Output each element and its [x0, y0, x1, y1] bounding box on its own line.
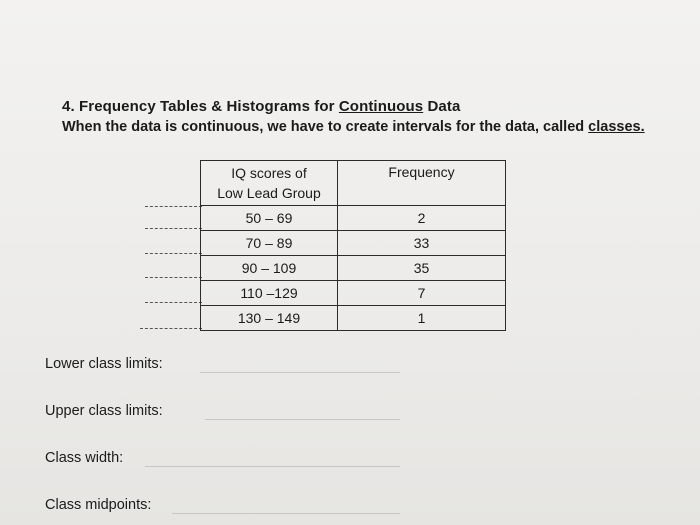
table-row: [201, 281, 506, 306]
lower-class-limits-label: Lower class limits:: [45, 356, 163, 372]
subtitle-underlined-word: classes.: [588, 119, 645, 135]
title-text: Frequency Tables & Histograms for: [79, 98, 335, 115]
blank-line-4: [145, 277, 202, 278]
interval-cell: 70 – 89: [201, 231, 338, 256]
section-number: 4.: [62, 98, 75, 115]
frequency-table: [200, 160, 506, 331]
bleed-through-text: [60, 140, 63, 154]
header-frequency: Frequency: [338, 161, 506, 206]
interval-cell: 50 – 69: [201, 206, 338, 231]
upper-class-limits-answer-line[interactable]: [205, 419, 400, 420]
class-midpoints-label: Class midpoints:: [45, 497, 152, 513]
frequency-cell: 2: [338, 206, 506, 231]
table-row: [201, 206, 506, 231]
blank-line-3: [145, 253, 202, 254]
header-iq-scores: [201, 161, 338, 206]
table-row: [201, 256, 506, 281]
table-row: [201, 306, 506, 331]
frequency-cell: 33: [338, 231, 506, 256]
frequency-cell: 1: [338, 306, 506, 331]
subtitle-text: When the data is continuous, we have to create intervals for the data, called: [62, 119, 585, 135]
lower-class-limits-answer-line[interactable]: [200, 372, 400, 373]
blank-line-5: [145, 302, 202, 303]
interval-cell: 110 –129: [201, 281, 338, 306]
frequency-cell: 35: [338, 256, 506, 281]
blank-line-1: [145, 206, 202, 207]
interval-cell: 130 – 149: [201, 306, 338, 331]
section-title: [62, 98, 460, 115]
blank-line-6: [140, 328, 202, 329]
frequency-cell: 7: [338, 281, 506, 306]
title-suffix: Data: [427, 98, 461, 115]
table-header-row: [201, 161, 506, 206]
class-width-answer-line[interactable]: [145, 466, 400, 467]
class-midpoints-answer-line[interactable]: [172, 513, 400, 514]
header-line-1: IQ scores of: [231, 165, 307, 181]
table-row: [201, 231, 506, 256]
header-line-2: Low Lead Group: [217, 185, 321, 201]
section-subtitle: [62, 119, 645, 135]
interval-cell: 90 – 109: [201, 256, 338, 281]
title-underlined-word: Continuous: [338, 98, 424, 115]
class-width-label: Class width:: [45, 450, 124, 466]
upper-class-limits-label: Upper class limits:: [45, 403, 163, 419]
blank-line-2: [145, 228, 202, 229]
